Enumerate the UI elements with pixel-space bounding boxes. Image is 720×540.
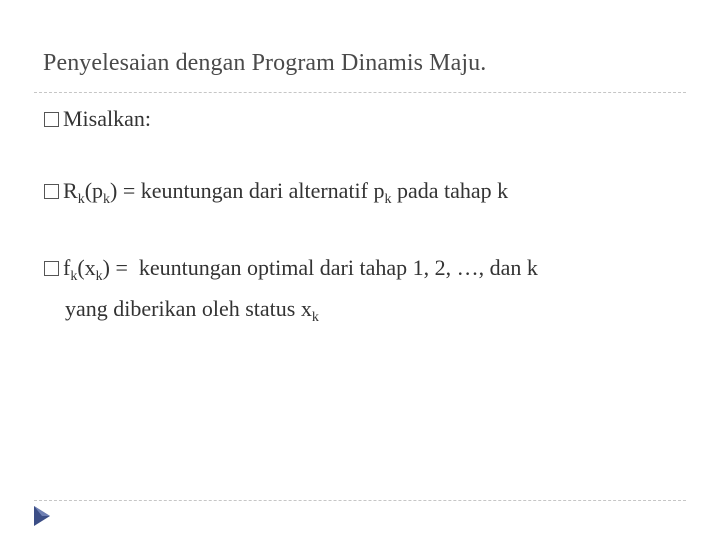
r-fn: R <box>63 178 78 203</box>
r-text: = keuntungan dari alternatif p <box>117 178 385 203</box>
f-sub3: k <box>311 310 319 325</box>
f-close: ) <box>102 255 110 280</box>
f-text: = keuntungan optimal dari tahap 1, 2, …, dan k <box>109 255 538 280</box>
r-sub3: k <box>384 192 392 207</box>
f-sub2: k <box>95 269 103 284</box>
r-close: ) <box>110 178 118 203</box>
bullet-misalkan <box>44 106 151 132</box>
square-bullet-icon <box>44 261 59 276</box>
bullet-f-definition <box>44 252 538 334</box>
f-line2: yang diberikan oleh status x <box>65 296 312 321</box>
f-open: (x <box>77 255 96 280</box>
r-open: (p <box>84 178 104 203</box>
f-sub1: k <box>70 269 78 284</box>
r-sub1: k <box>77 192 85 207</box>
bullet-r-definition <box>44 178 508 208</box>
r-sub2: k <box>103 192 111 207</box>
slide-title: Penyelesaian dengan Program Dinamis Maju. <box>43 50 487 76</box>
footer-divider <box>34 500 686 501</box>
r-tail: pada tahap k <box>391 178 509 203</box>
square-bullet-icon <box>44 184 59 199</box>
square-bullet-icon <box>44 112 59 127</box>
bullet-text: Misalkan: <box>63 106 151 131</box>
play-arrow-icon[interactable] <box>32 505 52 531</box>
f-line2-wrap <box>44 293 538 334</box>
f-fn: f <box>63 255 71 280</box>
title-divider <box>34 92 686 93</box>
